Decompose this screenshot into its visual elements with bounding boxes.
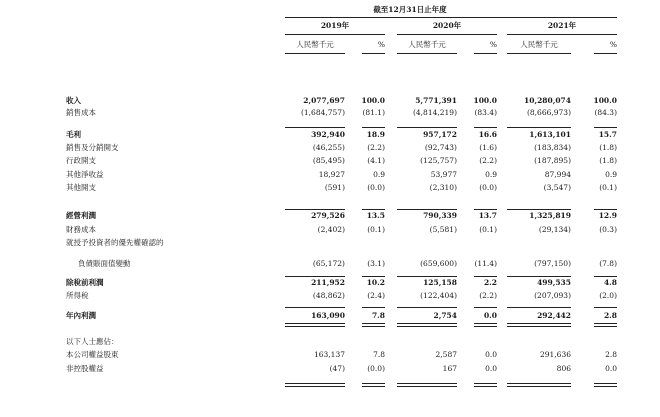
- percent-cell: (2.2): [367, 143, 385, 152]
- percent-cell: (1.6): [479, 143, 497, 152]
- pct-2021: %: [609, 40, 617, 49]
- row-label: 其他開支: [66, 183, 96, 192]
- percent-cell: (0.1): [479, 225, 497, 234]
- rule: [397, 127, 457, 128]
- percent-cell: (2.2): [479, 156, 497, 165]
- percent-cell: 100.0: [473, 96, 497, 105]
- percent-cell: (83.4): [474, 108, 497, 117]
- percent-cell: 0.0: [485, 364, 497, 373]
- percent-cell: 0.9: [485, 170, 497, 179]
- amount-cell: (3,547): [543, 183, 571, 192]
- rule: [507, 276, 571, 277]
- row-label: 銷售及分銷開支: [66, 143, 119, 152]
- double-rule: [594, 323, 617, 327]
- amount-cell: (591): [324, 183, 345, 192]
- pct-2020-underline: [474, 53, 497, 54]
- amount-cell: 279,526: [311, 211, 345, 220]
- percent-cell: 10.2: [366, 278, 385, 287]
- currency-2021-underline: [507, 53, 571, 54]
- percent-cell: 0.0: [605, 364, 617, 373]
- percent-cell: 7.8: [373, 350, 385, 359]
- row-label: 所得稅: [66, 291, 89, 300]
- row-label: 年內利潤: [66, 311, 96, 320]
- year-2021-underline: [507, 34, 617, 35]
- row-label: 行政開支: [66, 156, 96, 165]
- row-label: 負債賬面值變動: [78, 259, 131, 268]
- rule: [285, 127, 345, 128]
- double-rule: [594, 383, 617, 387]
- year-2019: 2019年: [320, 21, 350, 30]
- percent-cell: (0.3): [599, 225, 617, 234]
- double-rule: [507, 323, 571, 327]
- pct-2019-underline: [362, 53, 385, 54]
- percent-cell: 0.0: [485, 350, 497, 359]
- percent-cell: 2.8: [605, 350, 617, 359]
- amount-cell: (29,134): [538, 225, 571, 234]
- rule: [285, 209, 345, 210]
- amount-cell: 1,613,101: [529, 130, 571, 139]
- double-rule: [362, 383, 385, 387]
- amount-cell: (46,255): [312, 143, 345, 152]
- amount-cell: 87,994: [544, 170, 571, 179]
- amount-cell: 5,771,391: [415, 96, 457, 105]
- amount-cell: 53,977: [430, 170, 457, 179]
- row-label: 銷售成本: [66, 108, 96, 117]
- currency-2021: 人民幣千元: [520, 40, 558, 49]
- row-label: 經營利潤: [66, 211, 96, 220]
- amount-cell: 163,090: [311, 311, 345, 320]
- row-label: 以下人士應佔：: [66, 337, 119, 346]
- row-label: 其他淨收益: [66, 170, 104, 179]
- currency-2020: 人民幣千元: [408, 40, 446, 49]
- percent-cell: (0.1): [367, 225, 385, 234]
- percent-cell: (2.4): [367, 291, 385, 300]
- double-rule: [285, 383, 345, 387]
- percent-cell: 0.0: [483, 311, 497, 320]
- currency-2019: 人民幣千元: [296, 40, 334, 49]
- amount-cell: 806: [556, 364, 571, 373]
- percent-cell: (0.0): [479, 183, 497, 192]
- double-rule: [397, 323, 457, 327]
- pct-2019: %: [377, 40, 385, 49]
- amount-cell: (65,172): [312, 259, 345, 268]
- amount-cell: (47): [329, 364, 345, 373]
- rule: [474, 127, 497, 128]
- rule: [594, 307, 617, 308]
- rule: [285, 276, 345, 277]
- percent-cell: 4.8: [603, 278, 617, 287]
- row-label: 非控股權益: [66, 364, 104, 373]
- rule: [474, 209, 497, 210]
- amount-cell: (1,684,757): [300, 108, 345, 117]
- percent-cell: 18.9: [366, 130, 385, 139]
- amount-cell: (8,666,973): [526, 108, 571, 117]
- amount-cell: 2,754: [433, 311, 457, 320]
- percent-cell: (2.2): [479, 291, 497, 300]
- amount-cell: (187,895): [534, 156, 571, 165]
- amount-cell: (122,404): [420, 291, 457, 300]
- amount-cell: 2,077,697: [303, 96, 345, 105]
- percent-cell: 16.6: [478, 130, 497, 139]
- period-underline: [285, 17, 617, 18]
- rule: [594, 209, 617, 210]
- amount-cell: (2,310): [429, 183, 457, 192]
- rule: [397, 276, 457, 277]
- row-label: 就授予投資者的優先權確認的: [66, 238, 164, 247]
- year-2019-underline: [285, 34, 385, 35]
- percent-cell: 100.0: [593, 96, 617, 105]
- rule: [397, 307, 457, 308]
- rule: [474, 276, 497, 277]
- amount-cell: 163,137: [313, 350, 345, 359]
- percent-cell: 13.5: [366, 211, 385, 220]
- percent-cell: (81.1): [362, 108, 385, 117]
- amount-cell: 291,636: [539, 350, 571, 359]
- amount-cell: 125,158: [423, 278, 457, 287]
- percent-cell: 0.9: [605, 170, 617, 179]
- currency-2019-underline: [285, 53, 345, 54]
- rule: [507, 209, 571, 210]
- rule: [507, 127, 571, 128]
- amount-cell: 167: [442, 364, 457, 373]
- percent-cell: (1.8): [599, 156, 617, 165]
- year-2020-underline: [397, 34, 497, 35]
- percent-cell: 15.7: [598, 130, 617, 139]
- percent-cell: (4.1): [367, 156, 385, 165]
- amount-cell: 790,339: [423, 211, 457, 220]
- rule: [362, 307, 385, 308]
- percent-cell: 12.9: [598, 211, 617, 220]
- rule: [362, 127, 385, 128]
- amount-cell: (207,093): [534, 291, 571, 300]
- amount-cell: 957,172: [423, 130, 457, 139]
- double-rule: [507, 383, 571, 387]
- amount-cell: 10,280,074: [524, 96, 571, 105]
- amount-cell: 1,325,819: [529, 211, 571, 220]
- year-2020: 2020年: [432, 21, 462, 30]
- rule: [362, 276, 385, 277]
- percent-cell: (0.0): [367, 364, 385, 373]
- amount-cell: (92,743): [424, 143, 457, 152]
- amount-cell: 292,442: [537, 311, 571, 320]
- percent-cell: (3.1): [367, 259, 385, 268]
- rule: [362, 209, 385, 210]
- rule: [594, 127, 617, 128]
- double-rule: [285, 323, 345, 327]
- percent-cell: 0.9: [373, 170, 385, 179]
- double-rule: [397, 383, 457, 387]
- amount-cell: 392,940: [311, 130, 345, 139]
- percent-cell: (0.0): [367, 183, 385, 192]
- row-label: 財務成本: [66, 225, 96, 234]
- row-label: 收入: [66, 96, 81, 105]
- percent-cell: (84.3): [594, 108, 617, 117]
- row-label: 除稅前利潤: [66, 278, 104, 287]
- amount-cell: (48,862): [312, 291, 345, 300]
- rule: [507, 307, 571, 308]
- percent-cell: 2.2: [483, 278, 497, 287]
- pct-2021-underline: [594, 53, 617, 54]
- pct-2020: %: [489, 40, 497, 49]
- amount-cell: (659,600): [420, 259, 457, 268]
- amount-cell: (85,495): [312, 156, 345, 165]
- rule: [474, 307, 497, 308]
- amount-cell: 211,952: [311, 278, 345, 287]
- rule: [594, 276, 617, 277]
- rule: [397, 209, 457, 210]
- row-label: 毛利: [66, 130, 81, 139]
- percent-cell: (1.8): [599, 143, 617, 152]
- amount-cell: (125,757): [420, 156, 457, 165]
- percent-cell: 2.8: [603, 311, 617, 320]
- amount-cell: (4,814,219): [412, 108, 457, 117]
- currency-2020-underline: [397, 53, 457, 54]
- amount-cell: (183,834): [534, 143, 571, 152]
- year-2021: 2021年: [547, 21, 577, 30]
- amount-cell: (797,150): [534, 259, 571, 268]
- percent-cell: (11.4): [474, 259, 497, 268]
- double-rule: [362, 323, 385, 327]
- percent-cell: 7.8: [371, 311, 385, 320]
- percent-cell: 13.7: [478, 211, 497, 220]
- amount-cell: 2,587: [435, 350, 457, 359]
- row-label: 本公司權益股東: [66, 350, 119, 359]
- percent-cell: 100.0: [361, 96, 385, 105]
- percent-cell: (7.8): [599, 259, 617, 268]
- amount-cell: 499,535: [537, 278, 571, 287]
- double-rule: [474, 323, 497, 327]
- period-header: 截至12月31日止年度: [373, 5, 447, 14]
- percent-cell: (2.0): [599, 291, 617, 300]
- amount-cell: (2,402): [317, 225, 345, 234]
- amount-cell: 18,927: [318, 170, 345, 179]
- amount-cell: (5,581): [429, 225, 457, 234]
- rule: [285, 307, 345, 308]
- double-rule: [474, 383, 497, 387]
- percent-cell: (0.1): [599, 183, 617, 192]
